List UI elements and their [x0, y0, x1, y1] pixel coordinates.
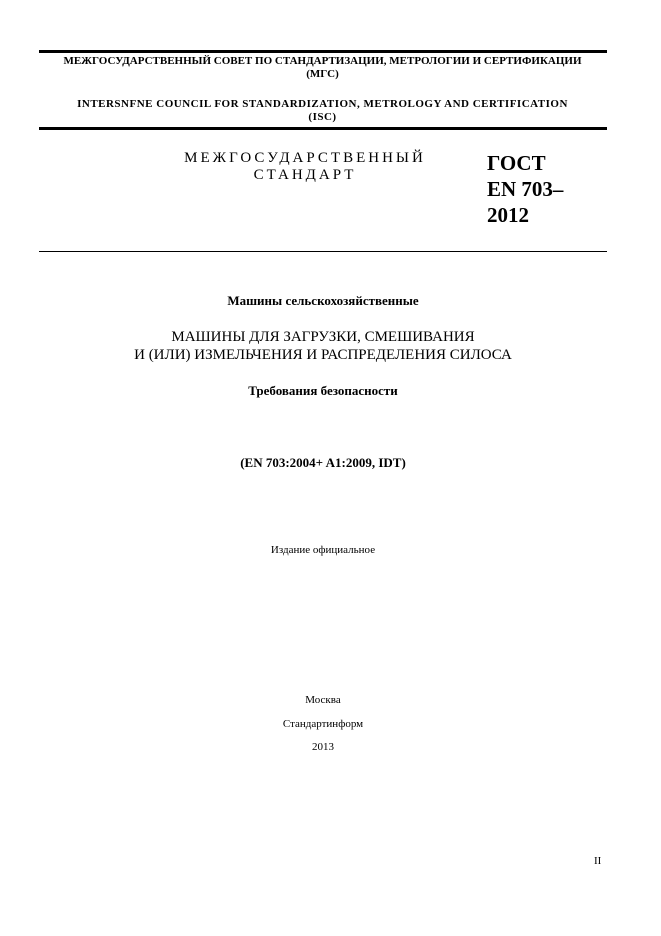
main-title — [40, 328, 606, 364]
imprint-city: Москва — [305, 694, 341, 706]
council-en — [20, 98, 625, 124]
council-ru-name: МЕЖГОСУДАРСТВЕННЫЙ СОВЕТ ПО СТАНДАРТИЗАЦИИ, МЕТРОЛОГИИ И СЕРТИФИКАЦИИ — [63, 55, 582, 67]
council-ru — [20, 55, 625, 81]
council-en-name: INTERSNFNE COUNCIL FOR STANDARDIZATION, METROLOGY AND CERTIFICATION — [77, 98, 568, 110]
page-number: II — [594, 855, 602, 867]
standard-designation — [487, 150, 563, 228]
main-title-line1: МАШИНЫ ДЛЯ ЗАГРУЗКИ, СМЕШИВАНИЯ — [171, 329, 475, 345]
main-title-line2: И (ИЛИ) ИЗМЕЛЬЧЕНИЯ И РАСПРЕДЕЛЕНИЯ СИЛОСА — [134, 347, 512, 363]
council-en-abbr: (ISC) — [308, 111, 337, 123]
title-group: Машины сельскохозяйственные — [227, 293, 419, 308]
top-rule — [39, 50, 607, 53]
header-divider — [39, 251, 607, 252]
edition-label: Издание официальное — [270, 544, 376, 556]
imprint-year: 2013 — [312, 741, 334, 753]
standard-type — [150, 150, 460, 184]
designation-line2: EN 703– — [487, 177, 564, 201]
council-ru-abbr: (МГС) — [306, 68, 339, 80]
imprint-publisher: Стандартинформ — [282, 718, 364, 730]
subtitle: Требования безопасности — [248, 383, 398, 398]
standard-type-line2: СТАНДАРТ — [253, 167, 357, 183]
standard-type-line1: МЕЖГОСУДАРСТВЕННЫЙ — [184, 150, 426, 166]
designation-line1: ГОСТ — [487, 151, 546, 175]
equivalence-note: (EN 703:2004+ A1:2009, IDT) — [240, 455, 406, 470]
designation-line3: 2012 — [487, 203, 529, 227]
council-bottom-rule — [39, 127, 607, 130]
